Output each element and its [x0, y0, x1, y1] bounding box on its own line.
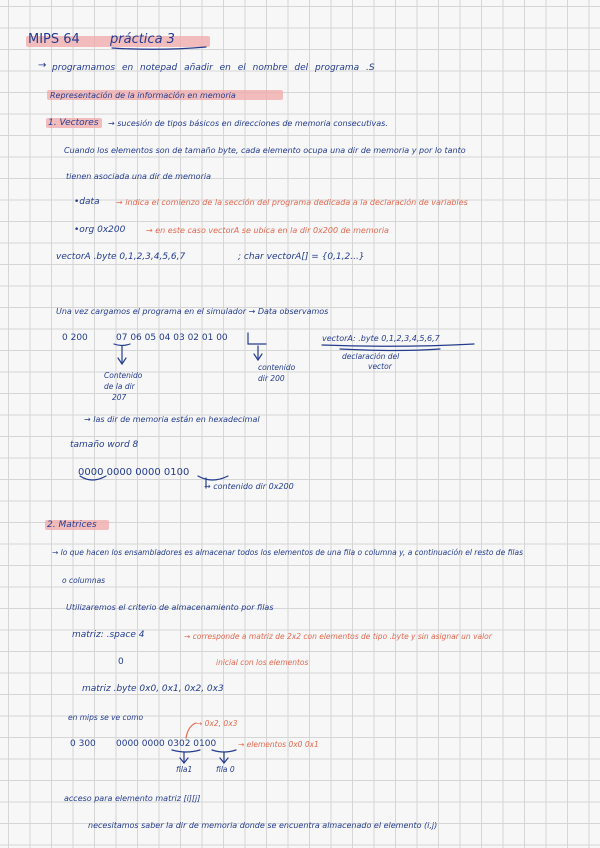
mips-right-note: → elementos 0x0 0x1	[238, 740, 319, 749]
necesitamos-line: necesitamos saber la dir de memoria donde se encuentra almacenado el elemento (i,j)	[88, 821, 438, 830]
memory-bytes: 07 06 05 04 03 02 01 00	[116, 333, 228, 343]
vector-c-equivalent: ; char vectorA[] = {0,1,2...}	[238, 252, 365, 262]
matriz-note-2: inicial con los elementos	[216, 658, 309, 667]
practice-title: práctica 3	[110, 32, 175, 47]
fila0-label: fila 0	[216, 765, 235, 774]
matrices-line-2: o columnas	[62, 576, 106, 585]
section1-heading: Representación de la información en memoria	[50, 91, 236, 100]
vectores-label: 1. Vectores	[48, 118, 99, 128]
byte07-underline	[114, 344, 130, 346]
memory-address: 0 200	[62, 333, 88, 343]
word-value-note: → contenido dir 0x200	[204, 482, 294, 491]
intro-arrow: →	[38, 60, 47, 71]
matrices-line-1: → lo que hacen los ensambladores es almacenar todos los elementos de una fila o columna y, a continuación el resto de filas	[52, 548, 524, 557]
arrow-200-head	[254, 354, 262, 360]
contenido-207-line-1: Contenido	[104, 371, 143, 380]
memory-declaration-note-2: vector	[368, 362, 392, 371]
intro-line: programamos en notepad añadir en el nombre del programa .S	[52, 63, 375, 73]
mips-0100-underline	[212, 750, 236, 752]
matriz-note-1: → corresponde a matriz de 2x2 con elementos de tipo .byte y sin asignar un valor	[184, 632, 492, 641]
arrow-fila0-head	[220, 758, 228, 763]
vectores-definition: → sucesión de tipos básicos en direcciones de memoria consecutivas.	[108, 119, 388, 128]
byte00-box	[248, 333, 266, 344]
data-directive-note: → indica el comienzo de la sección del programa dedicada a la declaración de variables	[116, 198, 468, 207]
arrow-fila1-head	[180, 758, 188, 763]
mips-0302-underline	[172, 750, 200, 752]
word-size-line: tamaño word 8	[70, 440, 139, 450]
data-directive: •data	[74, 197, 100, 207]
hex-note: → las dir de memoria están en hexadecimal	[84, 415, 260, 424]
vector-declaration: vectorA .byte 0,1,2,3,4,5,6,7	[56, 252, 186, 262]
mem-decl-underline	[322, 344, 474, 346]
contenido-200-line-2: dir 200	[258, 374, 285, 383]
load-simulator-line: Una vez cargamos el programa en el simulador → Data observamos	[56, 307, 329, 316]
contenido-200-line-1: contenido	[258, 363, 296, 372]
matrices-line-3: Utilizaremos el criterio de almacenamiento por filas	[66, 603, 274, 612]
mips-top-note: → 0x2, 0x3	[196, 719, 238, 728]
fila1-label: fila1	[176, 765, 193, 774]
vector-line-1: Cuando los elementos son de tamaño byte, cada elemento ocupa una dir de memoria y por lo tanto	[64, 146, 466, 155]
word-circle-last	[198, 476, 228, 480]
memory-declaration: vectorA: .byte 0,1,2,3,4,5,6,7	[322, 334, 440, 343]
mips-top-arrow	[186, 723, 196, 738]
mips-value: 0000 0000 0302 0100	[116, 739, 217, 749]
org-directive-note: → en este caso vectorA se ubica en la dir 0x200 de memoria	[146, 226, 389, 235]
matriz-declaration: matriz: .space 4	[72, 630, 145, 640]
word-value: 0000 0000 0000 0100	[78, 467, 190, 478]
matriz-byte-declaration: matriz .byte 0x0, 0x1, 0x2, 0x3	[82, 684, 224, 694]
mips-address: 0 300	[70, 739, 96, 749]
acceso-line: acceso para elemento matriz [i][j]	[64, 794, 201, 803]
contenido-207-line-2: de la dir	[104, 382, 135, 391]
section2-heading: 2. Matrices	[47, 520, 97, 530]
mips-view-line: en mips se ve como	[68, 713, 144, 722]
arrow-207-head	[118, 358, 126, 364]
zero-label: 0	[118, 657, 124, 667]
practica-underline	[112, 47, 206, 49]
vector-line-2: tienen asociada una dir de memoria	[66, 172, 211, 181]
page-title: MIPS 64	[28, 32, 80, 47]
memory-declaration-note-1: declaración del	[342, 352, 400, 361]
org-directive: •org 0x200	[74, 225, 126, 235]
contenido-207-line-3: 207	[112, 393, 127, 402]
